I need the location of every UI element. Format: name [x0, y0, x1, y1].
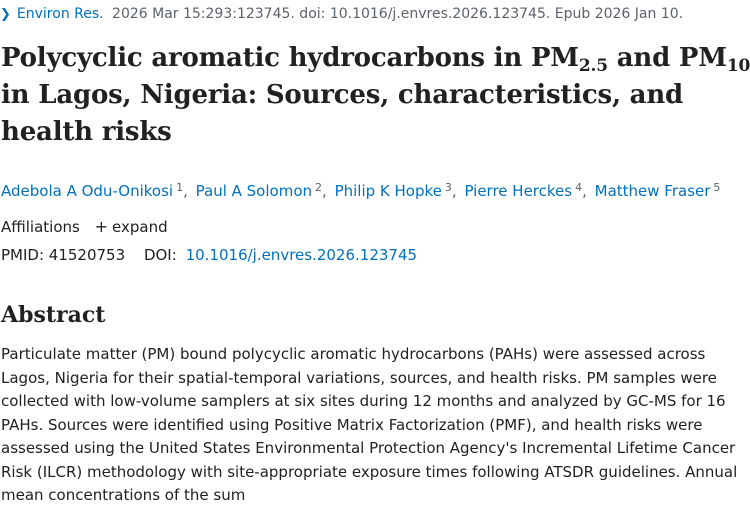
abstract-heading: Abstract: [1, 302, 106, 328]
author-list: [1, 177, 720, 202]
citation-line: [0, 4, 683, 25]
identifiers-row: [1, 244, 417, 266]
author-separator: ,: [322, 182, 327, 200]
title-subscript-1: 2.5: [578, 56, 608, 76]
plus-icon: +: [94, 217, 109, 236]
affiliation-number[interactable]: 4: [575, 181, 583, 194]
title-text-3: in Lagos, Nigeria: Sources, characteristics, and health risks: [1, 80, 684, 147]
doi-link[interactable]: 10.1016/j.envres.2026.123745: [185, 246, 418, 264]
affiliations-label: Affiliations: [1, 218, 80, 236]
citation-details: 2026 Mar 15:293:123745. doi: 10.1016/j.envres.2026.123745. Epub 2026 Jan 10.: [112, 6, 684, 22]
title-subscript-2: 10: [726, 56, 750, 76]
pmid-value: 41520753: [48, 246, 126, 264]
author-separator: ,: [183, 182, 188, 200]
author-link[interactable]: Paul A Solomon: [195, 182, 312, 200]
chevron-right-icon[interactable]: ❯: [0, 7, 11, 22]
affiliations-row: [1, 216, 168, 238]
pmid-label: PMID:: [1, 246, 45, 264]
journal-link[interactable]: Environ Res.: [16, 6, 104, 22]
expand-label: expand: [112, 218, 168, 236]
affiliation-number[interactable]: 1: [176, 181, 184, 194]
author-link[interactable]: Adebola A Odu-Onikosi: [1, 182, 174, 200]
title-text-2: and PM: [607, 43, 727, 73]
author-link[interactable]: Pierre Herckes: [464, 182, 573, 200]
abstract-text: Particulate matter (PM) bound polycyclic aromatic hydrocarbons (PAHs) were assessed across Lagos, Nigeria for their spatial-temporal variations, sources, and health risks. PM samples were collected with low-volume samplers at six sites during 12 months and analyzed by GC-MS for 16 PAHs. Sources were identified using Positive Matrix Factorization (PMF), and health risks were assessed using the United States Environmental Protection Agency's Incremental Lifetime Cancer Risk (ILCR) methodology with site-appropriate exposure times following ATSDR guidelines. Annual mean concentrations of the sum: [1, 345, 738, 504]
doi-label: DOI:: [143, 246, 177, 264]
author-separator: ,: [582, 182, 587, 200]
author-link[interactable]: Philip K Hopke: [334, 182, 442, 200]
author-separator: ,: [451, 182, 457, 200]
article-title: [1, 40, 750, 151]
expand-affiliations-button[interactable]: [95, 218, 168, 236]
author-link[interactable]: Matthew Fraser: [594, 182, 711, 200]
affiliation-number[interactable]: 5: [713, 181, 721, 194]
affiliation-number[interactable]: 3: [444, 181, 452, 194]
affiliation-number[interactable]: 2: [315, 181, 322, 194]
title-text-1: Polycyclic aromatic hydrocarbons in PM: [1, 43, 579, 73]
